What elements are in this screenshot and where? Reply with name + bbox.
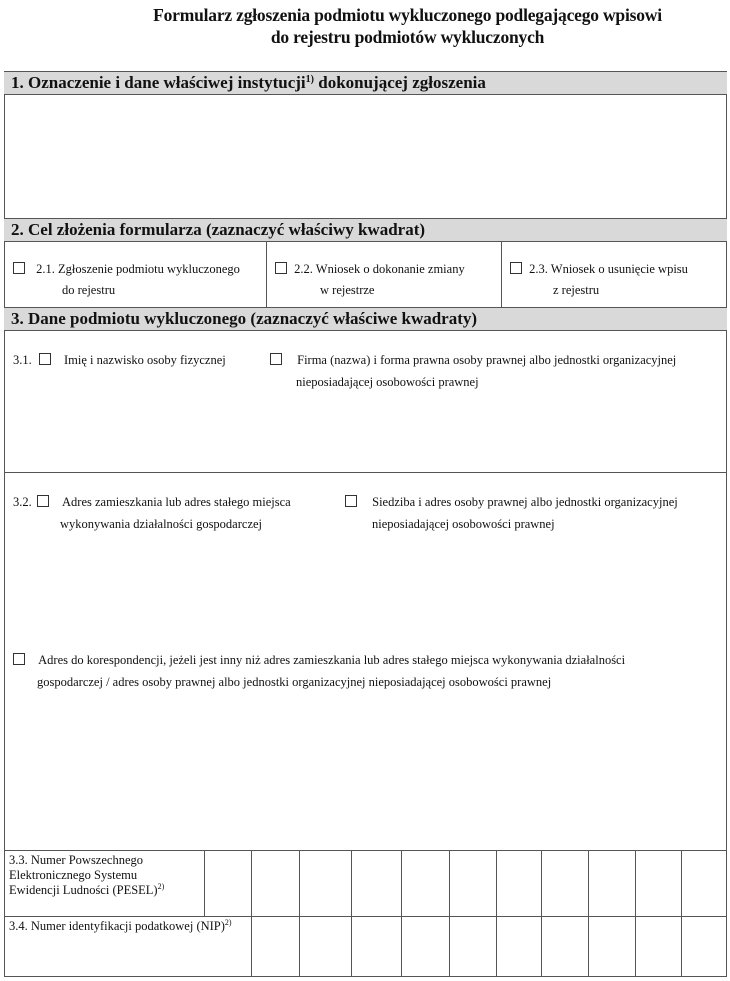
checkbox-icon[interactable] [510, 262, 522, 274]
nip-digit-6[interactable] [498, 918, 540, 976]
nip-digit-4[interactable] [403, 918, 448, 976]
divider [299, 850, 300, 977]
divider [496, 850, 497, 977]
item32-label: 3.2. [13, 495, 32, 509]
nip-digit-9[interactable] [637, 918, 680, 976]
form-title-line2: do rejestru podmiotów wykluczonych [270, 27, 545, 47]
nip-digit-3[interactable] [353, 918, 400, 976]
divider [266, 242, 267, 307]
option-label-cont: w rejestrze [320, 283, 375, 297]
footnote-ref: 2) [157, 882, 165, 891]
item32-option-residence[interactable] [13, 492, 291, 512]
footnote-ref: 2) [224, 918, 232, 927]
purpose-option-change[interactable] [275, 259, 465, 279]
form-title [0, 4, 730, 48]
option-label: Adres do korespondencji, jeżeli jest inny niż adres zamieszkania lub adres stałego miejsca wykonywania działalności [38, 653, 626, 667]
nip-label [9, 918, 232, 934]
pesel-digit-1[interactable] [206, 852, 250, 915]
pesel-digit-4[interactable] [353, 852, 400, 915]
pesel-label-line2: Elektronicznego Systemu [9, 868, 138, 882]
checkbox-icon[interactable] [39, 353, 51, 365]
option-label: Imię i nazwisko osoby fizycznej [64, 353, 226, 367]
option-label: Adres zamieszkania lub adres stałego miejsca [62, 495, 291, 509]
divider [4, 850, 727, 851]
checkbox-icon[interactable] [275, 262, 287, 274]
divider [635, 850, 636, 977]
item32-option-correspondence[interactable] [13, 650, 625, 670]
section1-heading [4, 71, 727, 95]
nip-digit-5[interactable] [451, 918, 495, 976]
nip-label-text: 3.4. Numer identyfikacji podatkowej (NIP) [9, 919, 225, 933]
pesel-digit-6[interactable] [451, 852, 495, 915]
institution-data-field[interactable] [6, 96, 725, 218]
divider [4, 916, 727, 917]
section1-heading-tail: dokonującej zgłoszenia [313, 73, 486, 92]
option-label-cont: do rejestru [62, 283, 116, 297]
option-label: Siedziba i adres osoby prawnej albo jednostki organizacyjnej [372, 495, 678, 509]
divider [588, 850, 589, 977]
item31-label: 3.1. [13, 353, 32, 367]
option-label-cont: wykonywania działalności gospodarczej [60, 517, 263, 531]
section1-heading-text: 1. Oznaczenie i dane właściwej instytucji [11, 73, 306, 92]
pesel-digit-9[interactable] [590, 852, 634, 915]
option-label: 2.3. Wniosek o usunięcie wpisu [529, 262, 688, 276]
divider [401, 850, 402, 977]
option-label: 2.1. Zgłoszenie podmiotu wykluczonego [36, 262, 240, 276]
pesel-digit-10[interactable] [637, 852, 680, 915]
pesel-digit-7[interactable] [498, 852, 540, 915]
item32-option-seat[interactable] [345, 492, 678, 512]
divider [351, 850, 352, 977]
item31-option-company[interactable] [270, 350, 676, 370]
purpose-option-register[interactable] [13, 259, 240, 279]
checkbox-icon[interactable] [37, 495, 49, 507]
pesel-label [9, 853, 164, 898]
pesel-digit-5[interactable] [403, 852, 448, 915]
pesel-digit-11[interactable] [683, 852, 726, 915]
checkbox-icon[interactable] [345, 495, 357, 507]
option-label-cont: nieposiadającej osobowości prawnej [296, 375, 479, 389]
checkbox-icon[interactable] [13, 262, 25, 274]
pesel-digit-3[interactable] [301, 852, 350, 915]
option-label-cont: gospodarczej / adres osoby prawnej albo jednostki organizacyjnej nieposiadającej osobowości prawnej [37, 675, 552, 689]
option-label: Firma (nazwa) i forma prawna osoby prawnej albo jednostki organizacyjnej [297, 353, 677, 367]
divider [541, 850, 542, 977]
footnote-ref: 1) [305, 74, 314, 85]
option-label-cont: z rejestru [553, 283, 600, 297]
pesel-label-line1: 3.3. Numer Powszechnego [9, 853, 143, 867]
item31-option-person[interactable] [13, 350, 226, 370]
nip-digit-1[interactable] [253, 918, 298, 976]
checkbox-icon[interactable] [270, 353, 282, 365]
nip-digit-8[interactable] [590, 918, 634, 976]
divider [449, 850, 450, 977]
nip-digit-7[interactable] [543, 918, 587, 976]
divider [251, 850, 252, 977]
section2-heading: 2. Cel złożenia formularza (zaznaczyć właściwy kwadrat) [4, 218, 727, 242]
checkbox-icon[interactable] [13, 653, 25, 665]
option-label-cont: nieposiadającej osobowości prawnej [372, 517, 555, 531]
divider [204, 850, 205, 916]
form-title-line1: Formularz zgłoszenia podmiotu wykluczonego podlegającego wpisowi [153, 5, 662, 25]
divider [501, 242, 502, 307]
pesel-label-line3: Ewidencji Ludności (PESEL) [9, 883, 158, 897]
pesel-digit-2[interactable] [253, 852, 298, 915]
divider [681, 850, 682, 977]
divider [4, 472, 727, 473]
pesel-digit-8[interactable] [543, 852, 587, 915]
section3-heading: 3. Dane podmiotu wykluczonego (zaznaczyć właściwe kwadraty) [4, 307, 727, 331]
nip-digit-10[interactable] [683, 918, 726, 976]
option-label: 2.2. Wniosek o dokonanie zmiany [294, 262, 465, 276]
purpose-option-remove[interactable] [510, 259, 688, 279]
nip-digit-2[interactable] [301, 918, 350, 976]
